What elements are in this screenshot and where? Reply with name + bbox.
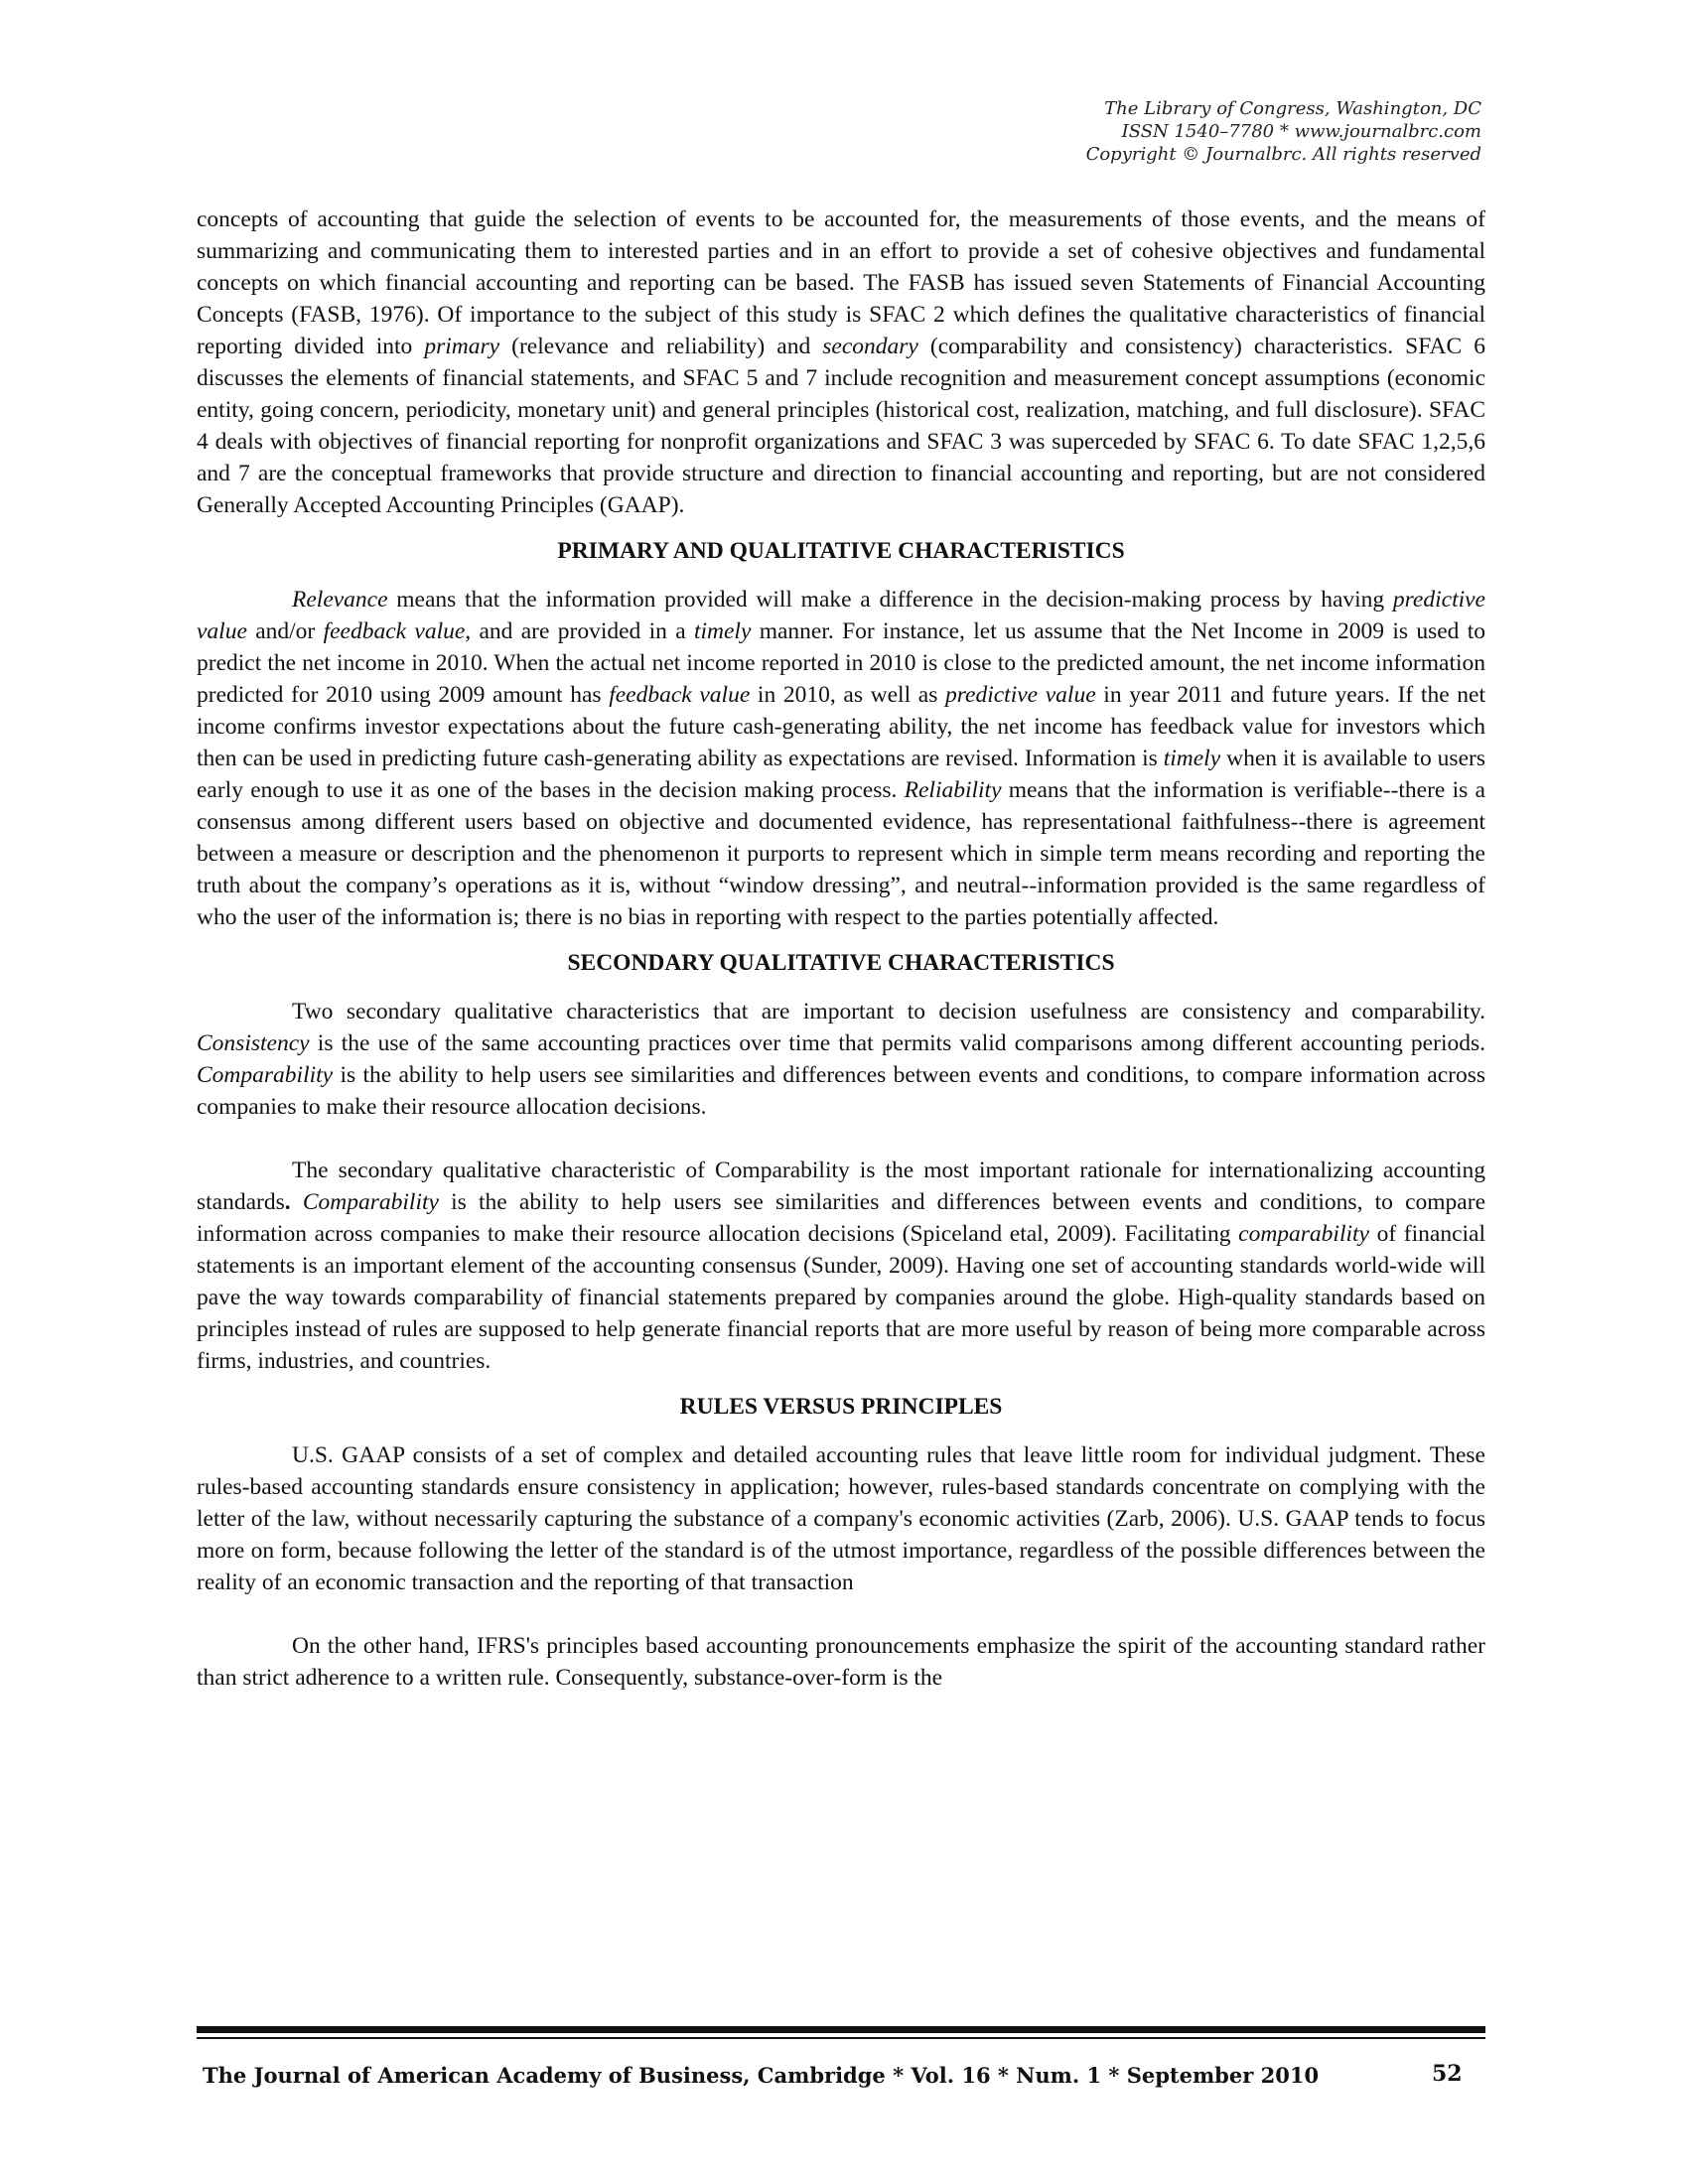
section-heading-primary: PRIMARY AND QUALITATIVE CHARACTERISTICS: [557, 538, 1125, 564]
section-heading-rules-vs-principles: RULES VERSUS PRINCIPLES: [679, 1394, 1003, 1420]
journal-footer: The Journal of American Academy of Business, Cambridge * Vol. 16 * Num. 1 * September 2010: [203, 2063, 1320, 2088]
footer-rule-thick: [197, 2026, 1485, 2033]
secondary-characteristics-paragraph-2: The secondary qualitative characteristic of Comparability is the most important rationale for internationalizing accounting standards. Comparability is the ability to help users see similarities and differences between events and conditions, to compare information across companies to make their resource allocation decisions (Spiceland etal, 2009). Facilitating comparability of financial statements is an important element of the accounting consensus (Sunder, 2009). Having one set of accounting standards world-wide will pave the way towards comparability of financial statements prepared by companies around the globe. High-quality standards based on principles instead of rules are supposed to help generate financial reports that are more useful by reason of being more comparable across firms, industries, and countries.: [197, 1158, 1485, 1374]
primary-characteristics-paragraph: Relevance means that the information provided will make a difference in the decision-making process by having predictive value and/or feedback value, and are provided in a timely manner. For instance, let us assume that the Net Income in 2009 is used to predict the net income in 2010. When the actual net income reported in 2010 is close to the predicted amount, the net income information predicted for 2010 using 2009 amount has feedback value in 2010, as well as predictive value in year 2011 and future years. If the net income confirms investor expectations about the future cash-generating ability, the net income has feedback value for investors which then can be used in predicting future cash-generating ability as expectations are revised. Information is timely when it is available to users early enough to use it as one of the bases in the decision making process. Reliability means that the information is verifiable--there is a consensus among different users based on objective and documented evidence, has representational faithfulness--there is agreement between a measure or description and the phenomenon it purports to represent which in simple term means recording and reporting the truth about the company’s operations as it is, without “window dressing”, and neutral--information provided is the same regardless of who the user of the information is; there is no bias in reporting with respect to the parties potentially affected.: [197, 587, 1485, 930]
intro-paragraph: concepts of accounting that guide the selection of events to be accounted for, the measurements of those events, and the means of summarizing and communicating them to interested parties and in an effort to provide a set of cohesive objectives and fundamental concepts on which financial accounting and reporting can be based. The FASB has issued seven Statements of Financial Accounting Concepts (FASB, 1976). Of importance to the subject of this study is SFAC 2 which defines the qualitative characteristics of financial reporting divided into primary (relevance and reliability) and secondary (comparability and consistency) characteristics. SFAC 6 discusses the elements of financial statements, and SFAC 5 and 7 include recognition and measurement concept assumptions (economic entity, going concern, periodicity, monetary unit) and general principles (historical cost, realization, matching, and full disclosure). SFAC 4 deals with objectives of financial reporting for nonprofit organizations and SFAC 3 was superceded by SFAC 6. To date SFAC 1,2,5,6 and 7 are the conceptual frameworks that provide structure and direction to financial accounting and reporting, but are not considered Generally Accepted Accounting Principles (GAAP).: [197, 206, 1485, 518]
running-header: [786, 97, 1481, 166]
rules-paragraph: U.S. GAAP consists of a set of complex and detailed accounting rules that leave little room for individual judgment. These rules-based accounting standards ensure consistency in application; however, rules-based standards concentrate on complying with the letter of the law, without necessarily capturing the substance of a company's economic activities (Zarb, 2006). U.S. GAAP tends to focus more on form, because following the letter of the standard is of the utmost importance, regardless of the possible differences between the reality of an economic transaction and the reporting of that transaction: [197, 1442, 1485, 1595]
principles-paragraph: On the other hand, IFRS's principles based accounting pronouncements emphasize the spirit of the accounting standard rather than strict adherence to a written rule. Consequently, substance-over-form is the: [197, 1633, 1485, 1691]
page-number: 52: [1432, 2061, 1463, 2087]
article-body: [197, 204, 1485, 1694]
footer-rule-thin: [197, 2037, 1485, 2039]
section-heading-secondary: SECONDARY QUALITATIVE CHARACTERISTICS: [567, 950, 1115, 976]
secondary-characteristics-paragraph-1: Two secondary qualitative characteristics that are important to decision usefulness are consistency and comparability. Consistency is the use of the same accounting practices over time that permits valid comparisons among different accounting periods. Comparability is the ability to help users see similarities and differences between events and conditions, to compare information across companies to make their resource allocation decisions.: [197, 999, 1485, 1120]
header-copyright-line: Copyright © Journalbrc. All rights reserved: [1085, 144, 1481, 165]
header-issn-line: ISSN 1540–7780 * www.journalbrc.com: [1121, 121, 1481, 142]
header-library-line: The Library of Congress, Washington, DC: [1104, 98, 1481, 119]
